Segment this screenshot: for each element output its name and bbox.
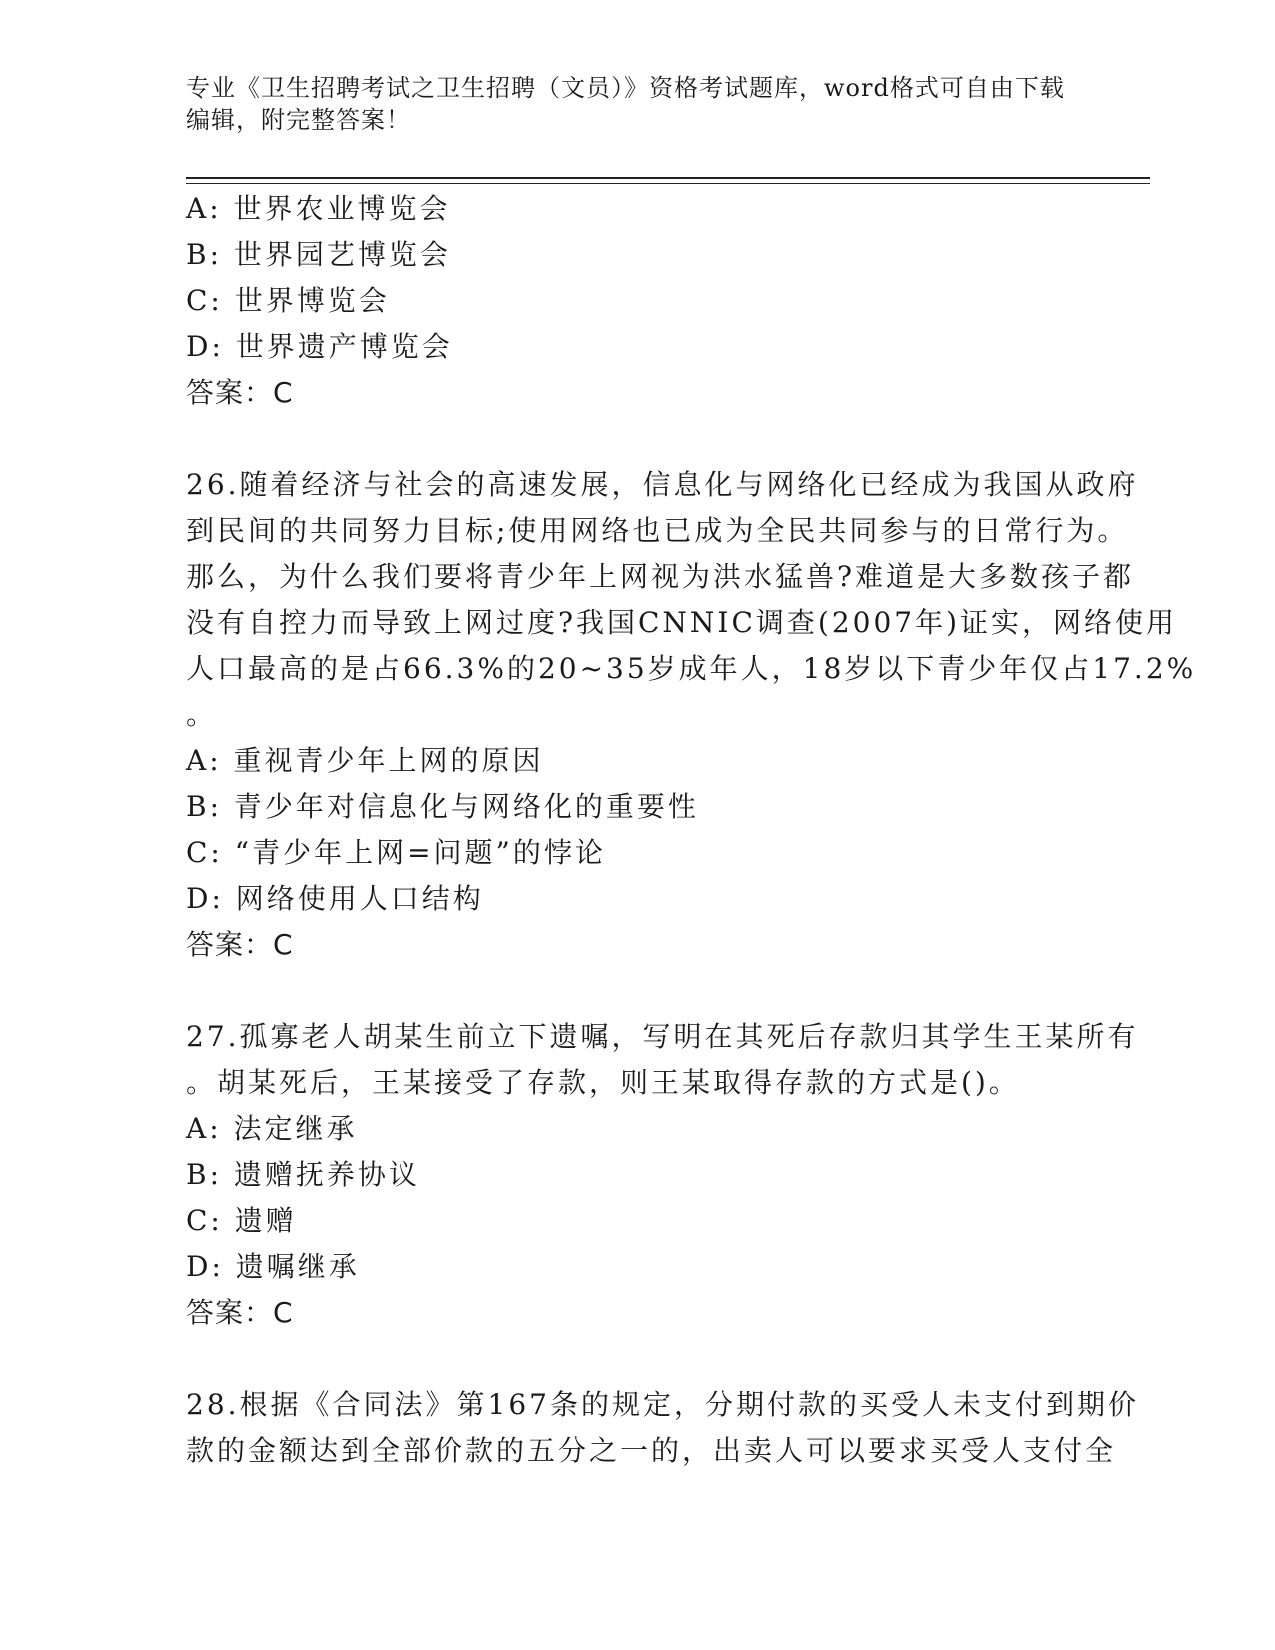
question-text-line: 28.根据《合同法》第167条的规定，分期付款的买受人未支付到期价 [186,1388,1139,1421]
question-26 [186,462,1197,968]
spacer [186,416,1086,462]
question-text-line: 没有自控力而导致上网过度?我国CNNIC调查(2007年)证实，网络使用 [186,606,1178,639]
option-d: D: 遗嘱继承 [186,1250,360,1283]
question-list [186,186,1197,1474]
question-27 [186,1014,1139,1336]
option-c: C: 世界博览会 [186,284,390,317]
question-28 [186,1382,1139,1474]
option-d: D: 网络使用人口结构 [186,882,484,915]
header-line-2: 编辑，附完整答案！ [186,106,411,134]
option-b: B: 青少年对信息化与网络化的重要性 [186,790,699,823]
option-d: D: 世界遗产博览会 [186,330,453,363]
answer-line: 答案：C [186,376,294,409]
header-line-1: 专业《卫生招聘考试之卫生招聘（文员）》资格考试题库，word格式可自由下载 [186,74,1065,102]
option-a: A: 重视青少年上网的原因 [186,744,544,777]
header-divider-thick [186,177,1150,179]
question-text-line: 27.孤寡老人胡某生前立下遗嘱，写明在其死后存款归其学生王某所有 [186,1020,1139,1053]
spacer [186,1336,1086,1382]
option-a: A: 法定继承 [186,1112,358,1145]
question-text-line: 。胡某死后，王某接受了存款，则王某取得存款的方式是()。 [186,1066,1020,1099]
answer-line: 答案：C [186,1296,294,1329]
header-divider-thin [186,183,1150,184]
question-25 [186,186,1086,416]
option-c: C: “青少年上网=问题”的悖论 [186,836,606,869]
answer-line: 答案：C [186,928,294,961]
question-text-line: 。 [186,698,218,731]
document-header [186,72,1066,136]
question-text-line: 人口最高的是占66.3%的20~35岁成年人，18岁以下青少年仅占17.2% [186,652,1197,685]
question-text-line: 到民间的共同努力目标;使用网络也已成为全民共同参与的日常行为。 [186,514,1129,547]
question-text-line: 26.随着经济与社会的高速发展，信息化与网络化已经成为我国从政府 [186,468,1139,501]
option-b: B: 遗赠抚养协议 [186,1158,420,1191]
spacer [186,968,1086,1014]
option-c: C: 遗赠 [186,1204,297,1237]
question-text-line: 那么，为什么我们要将青少年上网视为洪水猛兽?难道是大多数孩子都 [186,560,1135,593]
option-a: A: 世界农业博览会 [186,192,451,225]
question-text-line: 款的金额达到全部价款的五分之一的，出卖人可以要求买受人支付全 [186,1434,1117,1467]
option-b: B: 世界园艺博览会 [186,238,451,271]
